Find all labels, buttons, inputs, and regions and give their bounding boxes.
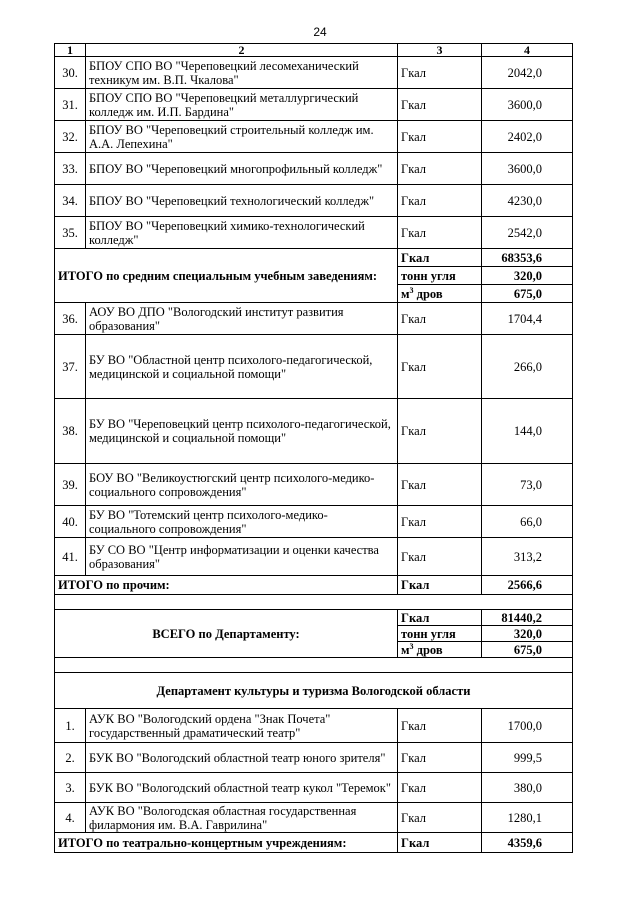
institution-name: БУ ВО "Областной центр психолого-педагогической, медицинской и социальной помощи" <box>86 335 398 399</box>
institution-name: БУ СО ВО "Центр информатизации и оценки качества образования" <box>86 538 398 576</box>
unit: Гкал <box>398 538 482 576</box>
unit: Гкал <box>398 89 482 121</box>
row-number: 32. <box>55 121 86 153</box>
unit-rest: дров <box>413 286 443 301</box>
value: 3600,0 <box>482 89 573 121</box>
table-row <box>55 743 573 773</box>
row-number: 37. <box>55 335 86 399</box>
unit-m: м <box>401 642 410 657</box>
unit: Гкал <box>398 57 482 89</box>
institution-name: АУК ВО "Вологодский ордена "Знак Почета" государственный драматический театр" <box>86 709 398 743</box>
total-value: 675,0 <box>482 642 573 658</box>
institution-name: БУК ВО "Вологодский областной театр юного зрителя" <box>86 743 398 773</box>
total-row <box>55 833 573 853</box>
total-value: 320,0 <box>482 267 573 285</box>
total-label: ИТОГО по прочим: <box>55 576 398 595</box>
unit: Гкал <box>398 773 482 803</box>
total-unit: Гкал <box>398 610 482 626</box>
heat-consumption-table <box>54 43 573 853</box>
institution-name: БУ ВО "Тотемский центр психолого-медико-социального сопровождения" <box>86 506 398 538</box>
unit: Гкал <box>398 303 482 335</box>
total-label: ИТОГО по средним специальным учебным заведениям: <box>55 249 398 303</box>
unit-rest: дров <box>413 642 443 657</box>
value: 313,2 <box>482 538 573 576</box>
table-row <box>55 506 573 538</box>
header-row <box>55 44 573 57</box>
table-row <box>55 773 573 803</box>
table-row <box>55 709 573 743</box>
total-unit: Гкал <box>398 833 482 853</box>
table-row <box>55 57 573 89</box>
value: 380,0 <box>482 773 573 803</box>
unit: Гкал <box>398 743 482 773</box>
total-row <box>55 576 573 595</box>
table-row <box>55 185 573 217</box>
table-row <box>55 335 573 399</box>
total-unit: тонн угля <box>398 626 482 642</box>
row-number: 1. <box>55 709 86 743</box>
value: 2042,0 <box>482 57 573 89</box>
total-unit <box>398 642 482 658</box>
row-number: 31. <box>55 89 86 121</box>
unit-m: м <box>401 286 410 301</box>
table-row <box>55 89 573 121</box>
header-col-1: 1 <box>55 44 86 57</box>
total-unit: тонн угля <box>398 267 482 285</box>
institution-name: БУК ВО "Вологодский областной театр кукол "Теремок" <box>86 773 398 803</box>
total-value: 675,0 <box>482 285 573 303</box>
table-row <box>55 217 573 249</box>
row-number: 33. <box>55 153 86 185</box>
value: 266,0 <box>482 335 573 399</box>
value: 1700,0 <box>482 709 573 743</box>
row-number: 39. <box>55 464 86 506</box>
institution-name: АОУ ВО ДПО "Вологодский институт развития образования" <box>86 303 398 335</box>
header-col-2: 2 <box>86 44 398 57</box>
institution-name: БОУ ВО "Великоустюгский центр психолого-медико-социального сопровождения" <box>86 464 398 506</box>
row-number: 34. <box>55 185 86 217</box>
value: 1280,1 <box>482 803 573 833</box>
value: 66,0 <box>482 506 573 538</box>
value: 2542,0 <box>482 217 573 249</box>
unit: Гкал <box>398 399 482 464</box>
row-number: 40. <box>55 506 86 538</box>
spacer-row <box>55 595 573 610</box>
section-row <box>55 673 573 709</box>
institution-name: БПОУ ВО "Череповецкий многопрофильный колледж" <box>86 153 398 185</box>
unit: Гкал <box>398 185 482 217</box>
institution-name: БПОУ ВО "Череповецкий технологический колледж" <box>86 185 398 217</box>
row-number: 41. <box>55 538 86 576</box>
table-row <box>55 399 573 464</box>
section-title: Департамент культуры и туризма Вологодской области <box>55 673 573 709</box>
unit: Гкал <box>398 709 482 743</box>
institution-name: БПОУ ВО "Череповецкий химико-технологический колледж" <box>86 217 398 249</box>
value: 3600,0 <box>482 153 573 185</box>
institution-name: БПОУ ВО "Череповецкий строительный колледж им. А.А. Лепехина" <box>86 121 398 153</box>
row-number: 2. <box>55 743 86 773</box>
unit: Гкал <box>398 506 482 538</box>
unit-sup: 3 <box>409 641 414 651</box>
unit: Гкал <box>398 121 482 153</box>
row-number: 3. <box>55 773 86 803</box>
total-label: ВСЕГО по Департаменту: <box>55 610 398 658</box>
table-row <box>55 303 573 335</box>
row-number: 35. <box>55 217 86 249</box>
unit: Гкал <box>398 217 482 249</box>
unit: Гкал <box>398 335 482 399</box>
header-col-3: 3 <box>398 44 482 57</box>
table-row <box>55 153 573 185</box>
value: 1704,4 <box>482 303 573 335</box>
total-value: 320,0 <box>482 626 573 642</box>
total-row <box>55 249 573 267</box>
header-col-4: 4 <box>482 44 573 57</box>
institution-name: БПОУ СПО ВО "Череповецкий лесомеханический техникум им. В.П. Чкалова" <box>86 57 398 89</box>
total-value: 4359,6 <box>482 833 573 853</box>
row-number: 38. <box>55 399 86 464</box>
page-number: 24 <box>313 25 327 39</box>
row-number: 4. <box>55 803 86 833</box>
spacer-row <box>55 658 573 673</box>
value: 4230,0 <box>482 185 573 217</box>
value: 144,0 <box>482 399 573 464</box>
institution-name: БУ ВО "Череповецкий центр психолого-педагогической, медицинской и социальной помощи" <box>86 399 398 464</box>
table-row <box>55 803 573 833</box>
row-number: 30. <box>55 57 86 89</box>
value: 999,5 <box>482 743 573 773</box>
total-value: 81440,2 <box>482 610 573 626</box>
total-unit: Гкал <box>398 576 482 595</box>
table-row <box>55 464 573 506</box>
total-unit: Гкал <box>398 249 482 267</box>
value: 2402,0 <box>482 121 573 153</box>
table-row <box>55 538 573 576</box>
unit: Гкал <box>398 803 482 833</box>
total-unit <box>398 285 482 303</box>
unit: Гкал <box>398 464 482 506</box>
total-label: ИТОГО по театрально-концертным учреждениям: <box>55 833 398 853</box>
institution-name: АУК ВО "Вологодская областная государственная филармония им. В.А. Гаврилина" <box>86 803 398 833</box>
total-row <box>55 610 573 626</box>
unit: Гкал <box>398 153 482 185</box>
row-number: 36. <box>55 303 86 335</box>
unit-sup: 3 <box>409 285 414 295</box>
total-value: 68353,6 <box>482 249 573 267</box>
institution-name: БПОУ СПО ВО "Череповецкий металлургический колледж им. И.П. Бардина" <box>86 89 398 121</box>
value: 73,0 <box>482 464 573 506</box>
table-row <box>55 121 573 153</box>
total-value: 2566,6 <box>482 576 573 595</box>
